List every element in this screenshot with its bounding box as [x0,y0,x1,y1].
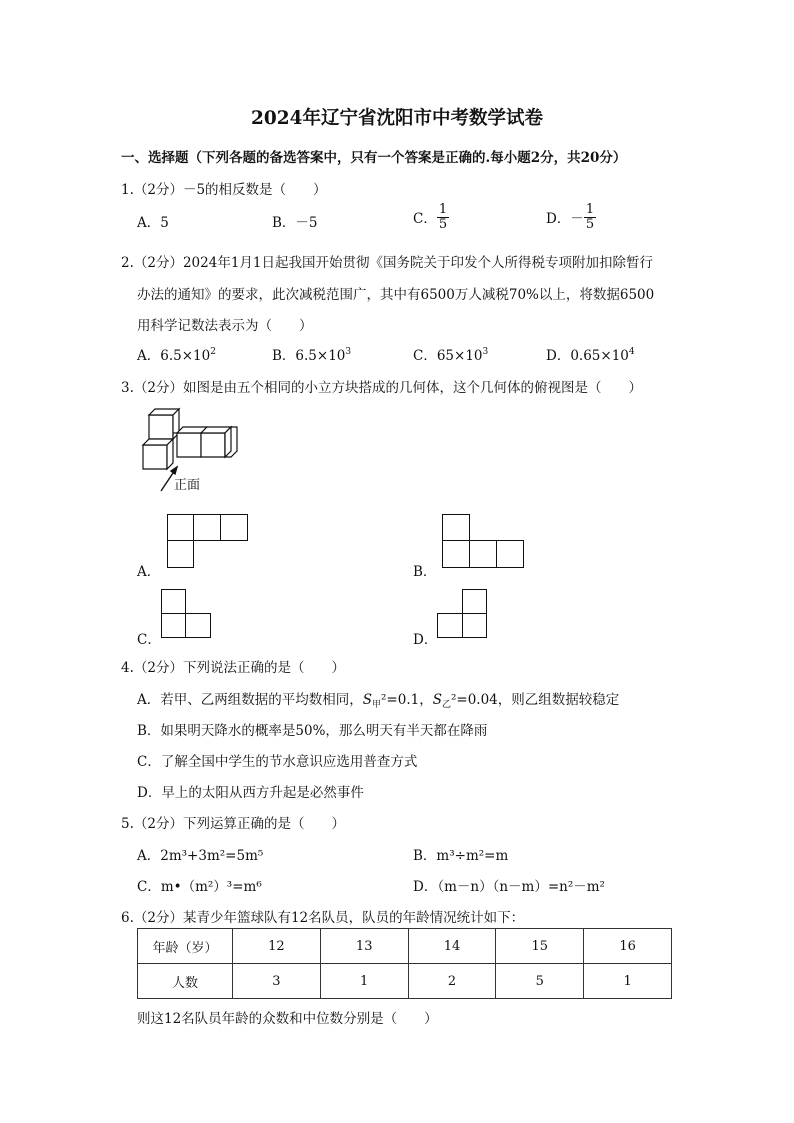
q3-option-b-label: B． [413,564,437,580]
cube-top-front [149,415,173,439]
page-title: 2024年辽宁省沈阳市中考数学试卷 [251,108,543,129]
q3-option-a-label: A． [137,564,161,580]
cube-bl-side [167,439,173,469]
table-cell: 15 [496,929,584,964]
table-cell: 13 [320,929,408,964]
q4-a-s2: S [432,692,442,708]
front-label: 正面 [174,478,201,493]
question-2-line-3: 用科学记数法表示为（ ） [137,318,313,334]
q2-c-exponent: 3 [482,347,489,357]
grid-cell [469,540,497,568]
q4-option-a [137,688,619,710]
table-header-cell: 年龄（岁） [138,929,233,964]
q1-option-c [413,203,449,231]
q1-d-label: D． [546,211,571,228]
question-4-stem: 4.（2分）下列说法正确的是（ ） [121,660,345,676]
q4-a-pre: A．若甲、乙两组数据的平均数相同， [137,692,363,708]
table-cell: 12 [233,929,321,964]
table-cell: 5 [496,964,584,999]
table-cell: 2 [408,964,496,999]
cube-bl-front [143,445,167,469]
q4-a-s1: S [362,692,372,708]
table-header-cell: 人数 [138,964,233,999]
table-cell: 3 [233,964,321,999]
q1-d-numerator: 1 [585,202,595,217]
question-2-line-2: 办法的通知》的要求，此次减税范围广，其中有6500万人减税70%以上，将数据6500 [137,287,655,303]
q1-c-fraction [437,203,449,231]
q5-option-b: B．m³÷m²=m [413,848,509,864]
q2-b-exponent: 3 [345,347,352,357]
table-cell: 1 [584,964,672,999]
question-6-followup: 则这12名队员年龄的众数和中位数分别是（ ） [137,1011,438,1027]
q1-option-a: A．5 [137,215,169,231]
question-6-stem: 6.（2分）某青少年篮球队有12名队员，队员的年龄情况统计如下： [121,910,525,926]
grid-cell [220,514,248,541]
question-5-stem: 5.（2分）下列运算正确的是（ ） [121,816,345,832]
q3-option-c-label: C． [137,632,161,648]
q2-b-base: B．6.5×10 [272,348,346,364]
grid-cell [462,589,487,614]
table-cell: 14 [408,929,496,964]
cube-r2-face [225,427,231,457]
cube-r1-front [201,433,225,457]
q2-c-base: C．65×10 [413,348,483,364]
grid-cell [161,613,186,638]
q2-a-base: A．6.5×10 [137,348,211,364]
q4-option-c: C．了解全国中学生的节水意识应选用普查方式 [137,754,418,770]
grid-cell [437,613,463,638]
grid-cell [496,540,524,568]
q2-a-exponent: 2 [210,347,216,357]
age-table [137,928,672,999]
table-cell: 16 [584,929,672,964]
front-arrow-head [171,467,177,474]
q2-d-exponent: 4 [628,347,635,357]
question-1-stem: 1.（2分）－5的相反数是（ ） [121,182,327,198]
question-2-line-1: 2.（2分）2024年1月1日起我国开始贯彻《国务院关于印发个人所得税专项附加扣除暂行 [121,255,654,271]
q1-option-b: B．－5 [272,215,318,231]
q2-option-a [137,344,216,364]
q1-option-d [546,203,596,231]
q1-c-denominator: 5 [438,216,448,232]
q2-d-base: D．0.65×10 [546,348,629,364]
grid-cell [442,540,470,568]
q1-d-denominator: 5 [585,216,595,232]
grid-cell [161,589,186,614]
q2-option-b [272,344,351,364]
grid-cell [462,613,487,638]
q4-option-b: B．如果明天降水的概率是50%，那么明天有半天都在降雨 [137,723,488,739]
q1-d-sign: － [570,211,584,228]
table-cell: 1 [320,964,408,999]
q4-a-post: ²=0.04，则乙组数据较稳定 [450,692,620,708]
q2-option-c [413,344,488,364]
q1-d-fraction [584,203,596,231]
q5-option-a: A．2m³+3m²=5m⁵ [137,848,264,864]
question-3-stem: 3.（2分）如图是由五个相同的小立方块搭成的几何体，这个几何体的俯视图是（ ） [121,380,642,396]
q4-a-sub1: 甲 [372,700,382,710]
q1-c-numerator: 1 [438,202,448,217]
table-row [138,929,672,964]
q4-a-mid: ²=0.1， [381,692,433,708]
q1-c-label: C． [413,211,437,228]
q4-option-d: D．早上的太阳从西方升起是必然事件 [137,785,364,801]
q5-option-d: D．（m－n）（n－m）=n²－m² [413,879,605,895]
grid-cell [442,514,470,541]
section-heading: 一、选择题（下列各题的备选答案中，只有一个答案是正确的.每小题2分，共20分） [121,150,627,166]
table-row [138,964,672,999]
grid-cell [193,514,221,541]
q2-option-d [546,344,635,364]
q5-option-c: C．m•（m²）³=m⁶ [137,879,262,895]
grid-cell [185,613,211,638]
q3-option-d-label: D． [413,632,438,648]
cube-mid-front [177,433,201,457]
grid-cell [167,514,194,541]
q4-a-sub2: 乙 [441,700,451,710]
grid-cell [167,540,194,568]
